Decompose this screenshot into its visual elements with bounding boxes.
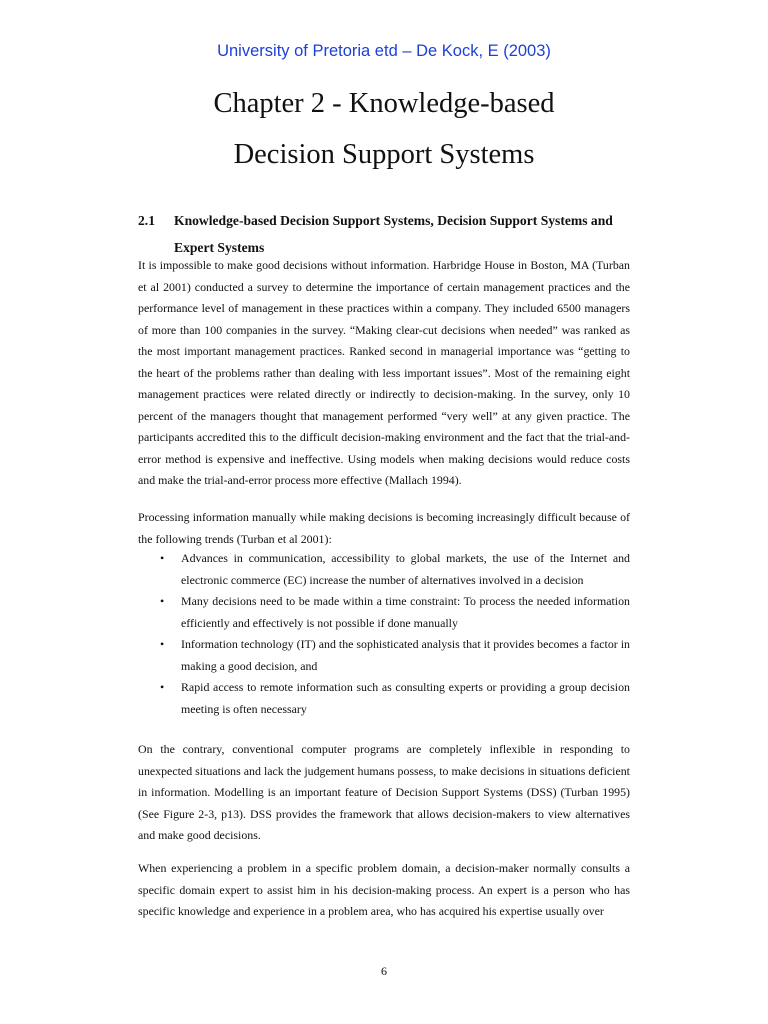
- paragraph-2: Processing information manually while making decisions is becoming increasingly difficult because of the following trends (Turban et al 2001):: [138, 510, 630, 546]
- list-item: [138, 634, 630, 677]
- bullet-icon: •: [160, 594, 165, 608]
- bullet-text: Information technology (IT) and the sophisticated analysis that it provides becomes a factor in making a good decision, and: [181, 637, 630, 673]
- section-number: 2.1: [138, 213, 155, 228]
- list-item: [138, 677, 630, 720]
- section-heading: [138, 207, 638, 261]
- paragraph-1: It is impossible to make good decisions without information. Harbridge House in Boston, MA (Turban et al 2001) conducted a survey to determine the importance of certain management practices and the performance level of management in these practices within a company. They included 6500 managers of more than 100 companies in the survey. “Making clear-cut decisions when needed” was ranked as the most important management practices. Ranked second in managerial importance was “getting to the heart of the problems rather than dealing with less important issues”. Most of the remaining eight management practices were related directly or indirectly to decision-making. In the survey, only 10 percent of the managers thought that management performed “very well” at any given practice. The participants accredited this to the difficult decision-making environment and the fact that the trial-and-error method is expensive and ineffective. Using models when making decisions would reduce costs and make the trial-and-error process more effective (Mallach 1994).: [138, 258, 630, 487]
- bullet-text: Many decisions need to be made within a time constraint: To process the needed information efficiently and effectively is not possible if done manually: [181, 594, 630, 630]
- bullet-icon: •: [160, 680, 165, 694]
- list-item: [138, 548, 630, 591]
- paragraph-3: On the contrary, conventional computer programs are completely inflexible in responding to unexpected situations and lack the judgement humans possess, to make decisions in situations deficient in information. Modelling is an important feature of Decision Support Systems (DSS) (Turban 1995) (See Figure 2-3, p13). DSS provides the framework that allows decision-makers to view alternatives and make good decisions.: [138, 742, 630, 842]
- paragraph-4: When experiencing a problem in a specific problem domain, a decision-maker normally consults a specific domain expert to assist him in his decision-making process. An expert is a person who has specific knowledge and experience in a problem area, who has acquired his expertise usually over: [138, 861, 630, 918]
- trends-bullet-list: [138, 548, 630, 720]
- section-title: Knowledge-based Decision Support Systems, Decision Support Systems and Expert Systems: [174, 213, 613, 255]
- bullet-icon: •: [160, 551, 165, 565]
- bullet-text: Advances in communication, accessibility to global markets, the use of the Internet and electronic commerce (EC) increase the number of alternatives involved in a decision: [181, 551, 630, 587]
- list-item: [138, 591, 630, 634]
- running-header: University of Pretoria etd – De Kock, E (2003): [217, 42, 551, 60]
- bullet-text: Rapid access to remote information such as consulting experts or providing a group decision meeting is often necessary: [181, 680, 630, 716]
- bullet-icon: •: [160, 637, 165, 651]
- chapter-title-line-1: Chapter 2 - Knowledge-based: [213, 88, 555, 119]
- chapter-title-line-2: Decision Support Systems: [233, 139, 535, 170]
- page-number: 6: [381, 964, 387, 978]
